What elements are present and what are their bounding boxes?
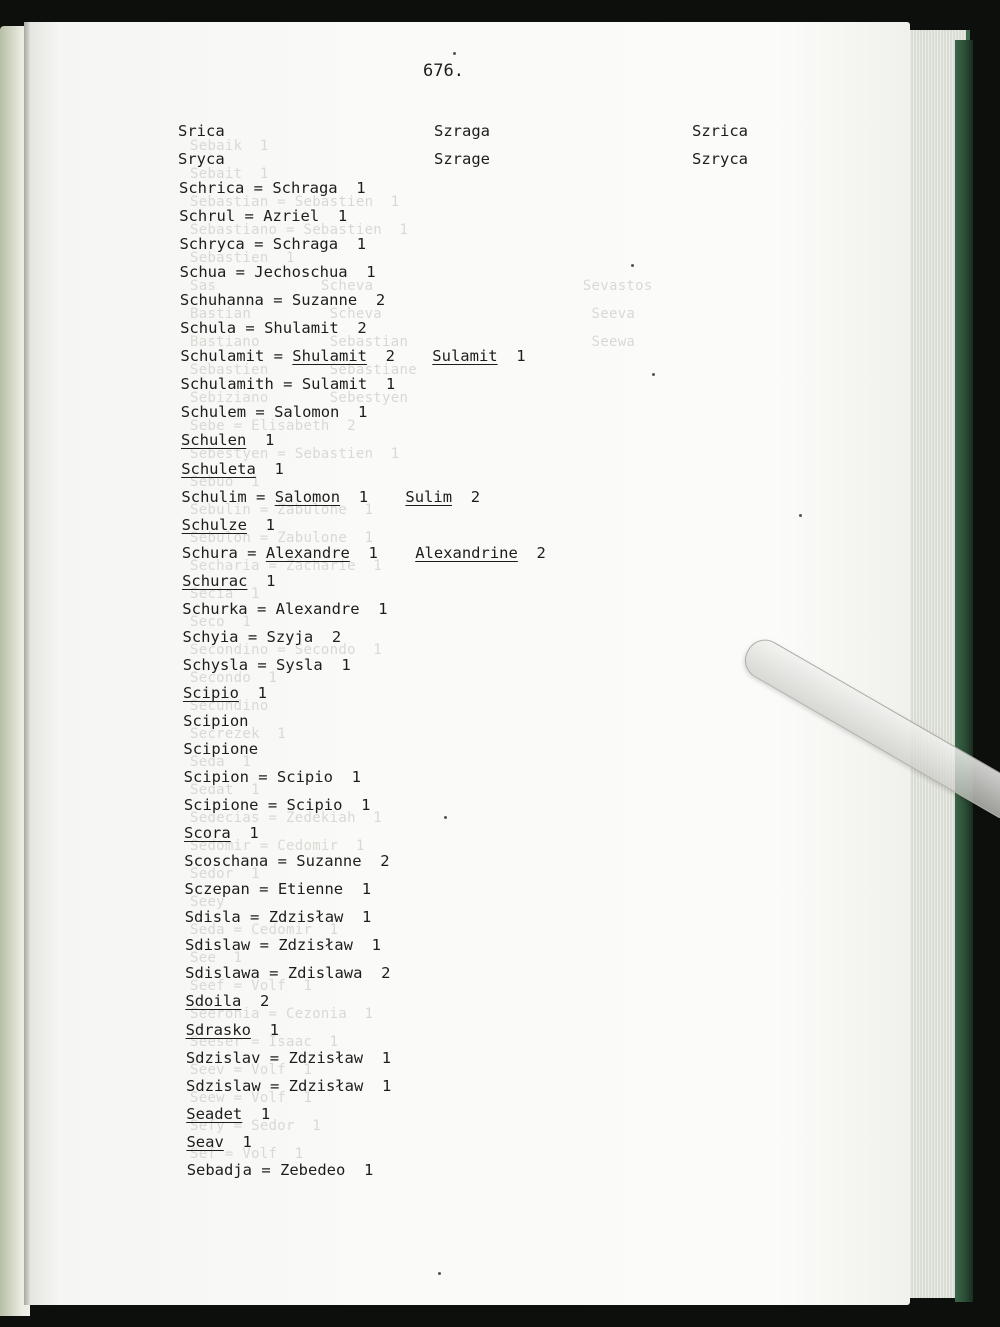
entry-text: 1 [349,543,416,562]
entry-line [185,936,381,954]
entry-line [180,263,376,281]
underlined-name: Scora [184,824,231,843]
entry-text: Schryca = Schraga 1 [179,235,367,254]
underlined-name: Seadet [186,1104,243,1123]
entry-line [185,908,372,926]
speck [652,373,655,376]
entry-text: Sdisla = Zdzisław 1 [184,908,372,927]
underlined-name: Sulim [405,487,453,506]
underlined-name: Sdrasko [185,1020,251,1039]
entry-line [183,684,267,702]
header-variant: Szrage [434,150,490,168]
entry-text: 1 [246,515,275,534]
entry-line [183,740,258,758]
entry-text: Sczepan = Etienne 1 [184,880,372,899]
entry-line [186,1021,279,1039]
underlined-name: Salomon [274,487,341,506]
entry-text: Sdzislaw = Zdzisław 1 [186,1076,392,1095]
speck [631,264,634,267]
entry-line [182,600,387,618]
entry-line [180,291,385,309]
entry-text: Schulim = [181,487,275,506]
entry-text: Sdzislav = Zdzisław 1 [185,1048,392,1067]
header-variant: Sryca [178,150,225,168]
underlined-name: Shulamit [292,347,367,366]
entry-text: 1 [223,1132,252,1151]
entry-line [183,628,342,646]
speck [453,52,456,55]
entry-line [181,460,284,478]
entry-text: 2 [366,347,433,366]
entry-line [183,712,248,730]
entry-text: Schrul = Azriel 1 [179,207,348,226]
entry-line [180,319,367,337]
entry-text: Sdislaw = Zdzisław 1 [184,936,381,955]
entry-text: Scoschana = Suzanne 2 [184,852,390,871]
page-gutter [24,22,30,1305]
entry-text: Schulamit = [180,347,293,366]
entry-line [186,1049,391,1067]
entry-line [186,1133,251,1151]
entry-text: 1 [255,459,284,478]
entry-text: 1 [250,1020,279,1039]
entry-line [184,852,389,870]
speck [444,816,447,819]
page-number: 676. [423,61,464,81]
entry-text: Schuhanna = Suzanne 2 [179,291,386,310]
entry-text: Schrica = Schraga 1 [179,179,366,197]
entry-text: 2 [452,487,481,506]
entry-text: Schula = Shulamit 2 [180,319,367,338]
entry-line [186,1105,270,1123]
entry-line [181,431,274,449]
entry-line [179,179,366,197]
entry-text: 2 [241,992,270,1011]
entry-line [185,992,269,1010]
header-variant: Szryca [692,150,748,168]
entry-line [181,403,368,421]
underlined-name: Schuleta [181,459,256,478]
entry-line [183,656,351,674]
entry-text: Scipione = Scipio 1 [183,796,371,815]
header-variant: Szraga [434,122,490,140]
entry-text: 1 [340,487,406,506]
entry-text: Sebadja = Zebedeo 1 [186,1160,374,1179]
entry-text: 2 [517,543,546,562]
entry-text: Schua = Jechoschua 1 [179,263,376,282]
entry-line [179,207,347,225]
entry-line [181,488,480,506]
entry-line [180,347,525,365]
entry-line [184,768,361,786]
entry-text: Scipion [183,711,249,730]
entry-line [185,880,372,898]
underlined-name: Scipio [182,683,239,702]
underlined-name: Schulze [181,515,247,534]
entry-text: Schura = [181,543,266,562]
underlined-name: Alexandre [265,543,350,562]
entry-line [185,964,390,982]
entry-text: 1 [246,431,275,450]
speck [799,514,802,517]
entry-text: Scipion = Scipio 1 [183,768,361,787]
entry-text: Schulamith = Sulamit 1 [180,375,396,394]
entry-text: Sdislawa = Zdislawa 2 [185,964,391,983]
entry-text: Schurka = Alexandre 1 [182,599,388,618]
underlined-name: Seav [186,1132,224,1151]
speck [438,1272,441,1275]
entry-text: 1 [497,347,526,366]
entry-line [182,572,275,590]
underlined-name: Sulamit [432,347,498,366]
entry-text: Scipione [183,740,259,758]
underlined-name: Sdoila [185,992,242,1011]
entry-line [179,235,366,253]
entry-text: 1 [242,1104,271,1123]
underlined-name: Schulen [180,431,247,450]
entry-text: 1 [230,824,259,843]
entry-line [182,516,275,534]
entry-text: Schysla = Sysla 1 [182,655,351,674]
entry-line [186,1077,391,1095]
entry-text: 1 [238,683,267,702]
book-cover [955,40,973,1302]
underlined-name: Alexandrine [415,543,518,562]
header-variant: Srica [178,122,225,140]
entry-line [181,375,396,393]
entry-text: 1 [247,571,276,590]
entry-line [182,544,546,562]
entry-text: Schyia = Szyja 2 [182,627,342,646]
entry-line [187,1161,374,1179]
header-variant: Szrica [692,122,748,140]
entry-text: Schulem = Salomon 1 [180,403,368,422]
underlined-name: Schurac [182,571,248,590]
entry-line [184,824,259,842]
entry-line [184,796,371,814]
